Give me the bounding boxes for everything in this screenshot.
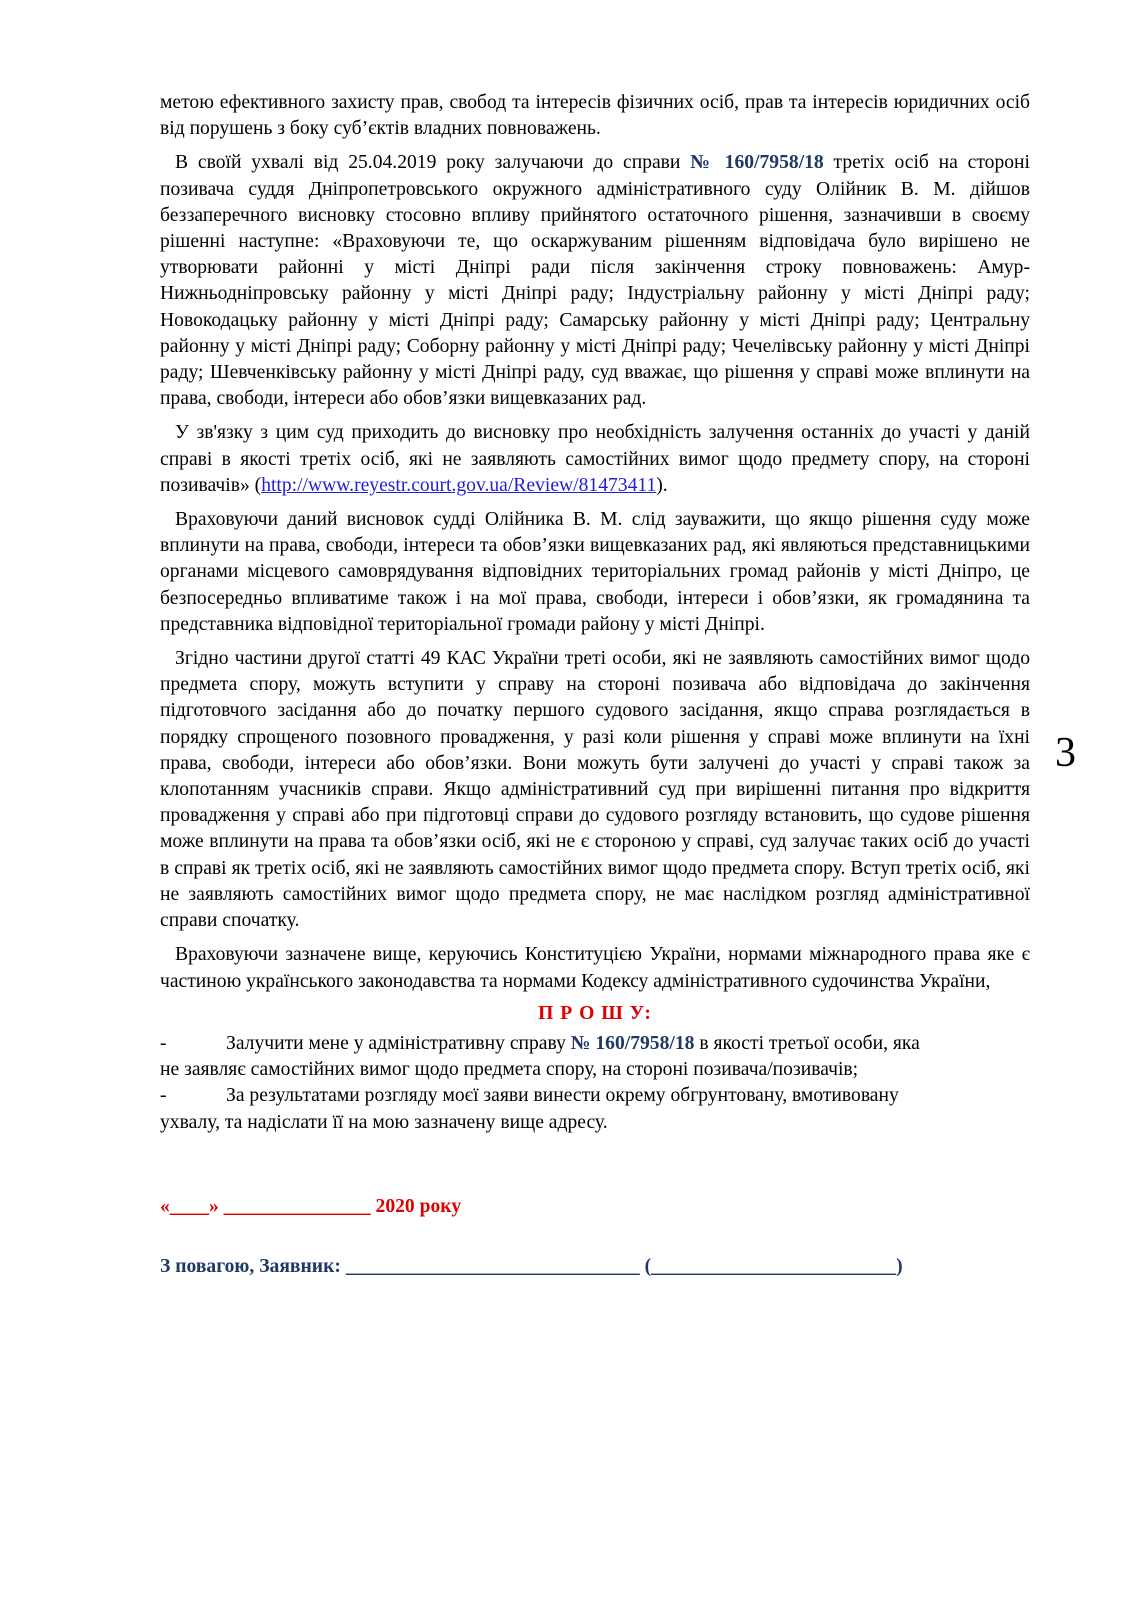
request-item-1-rest: не заявляє самостійних вимог щодо предмета спору, на стороні позивача/позивачів; — [160, 1059, 859, 1081]
request-item-1 — [160, 1031, 1030, 1083]
date-line: «____» _______________ 2020 року — [160, 1195, 462, 1217]
paragraph-4: Враховуючи даний висновок судді Олійника В. М. слід зауважити, що якщо рішення суду може вплинути на права, свободи, інтереси та обов’язки вищевказаних рад, які являються представницькими органами місцевого самоврядування відповідних територіальних громад районів у місті Дніпро, це безпосередньо впливатиме також і на мої права, свободи, інтереси і обов’язки, як громадянина та представника відповідної територіальної громади району у місті Дніпрі. — [160, 509, 1030, 635]
paragraph-3-end: ). — [656, 474, 668, 496]
document-body — [160, 90, 1030, 1280]
paragraph-6: Враховуючи зазначене вище, керуючись Конституцією України, нормами міжнародного права яке є частиною українського законодавства та нормами Кодексу адміністративного судочинства України, — [160, 944, 1030, 992]
paragraph-2-start: В своїй ухвалі від 25.04.2019 року залучаючи до справи — [175, 152, 691, 174]
signature-label: З повагою, Заявник: — [160, 1255, 341, 1277]
case-number: № 160/7958/18 — [570, 1032, 695, 1054]
case-number: № 160/7958/18 — [690, 152, 824, 174]
request-item-2-rest: ухвалу, та надіслати її на мою зазначену вище адресу. — [160, 1111, 608, 1133]
list-dash: - — [160, 1032, 167, 1054]
request-heading: П Р О Ш У: — [538, 1002, 652, 1024]
paragraph-3 — [160, 420, 1030, 499]
paragraph-2-rest: третіх осіб на стороні позивача суддя Дніпропетровського окружного адміністративного суду Олійник В. М. дійшов беззаперечного висновку стосовно впливу прийнятого остаточного рішення, зазначивши в своєму рішенні наступне: «Враховуючи те, що оскаржуваним рішенням відповідача було вирішено не утворювати районні у місті Дніпрі ради після закінчення строку повноважень: Амур-Нижньодніпровську районну у місті Дніпрі раду; Індустріальну районну у місті Дніпрі раду; Новокодацьку районну у місті Дніпрі раду; Самарську районну у місті Дніпрі раду; Центральну районну у місті Дніпрі раду; Соборну районну у місті Дніпрі раду; Чечелівську районну у місті Дніпрі раду; Шевченківську районну у місті Дніпрі раду, суд вважає, що рішення у справі може вплинути на права, свободи, інтереси або обов’язки вищевказаних рад. — [160, 152, 1030, 410]
signature-line — [160, 1254, 1030, 1280]
registry-link[interactable]: http://www.reyestr.court.gov.ua/Review/81473411 — [261, 474, 657, 496]
list-dash: - — [160, 1085, 167, 1107]
request-item-1-line: Залучити мене у адміністративну справу № 160/7958/18 в якості третьої особи, яка — [226, 1032, 920, 1054]
paragraph-2 — [160, 150, 1030, 412]
paragraph-3-start: У зв'язку з цим суд приходить до висновку про необхідність залучення останніх до участі у даній справі в якості третіх осіб, які не заявляють самостійних вимог щодо предмету спору, на стороні позивачів» ( — [160, 422, 1030, 496]
page-number: 3 — [1055, 730, 1076, 776]
request-item-2-line: За результатами розгляду моєї заяви винести окрему обгрунтовану, вмотивовану — [226, 1085, 899, 1107]
paragraph-1: метою ефективного захисту прав, свобод та інтересів фізичних осіб, прав та інтересів юридичних осіб від порушень з боку суб’єктів владних повноважень. — [160, 92, 1030, 140]
request-item-2 — [160, 1083, 1030, 1135]
signature-blank: ______________________________ (_________________________) — [340, 1255, 903, 1277]
paragraph-5: Згідно частини другої статті 49 КАС України треті особи, які не заявляють самостійних вимог щодо предмета спору, можуть вступити у справу на стороні позивача або відповідача до закінчення підготовчого засідання або до початку першого судового засідання, якщо справа розглядається в порядку спрощеного позовного провадження, у разі коли рішення у справі може вплинути на їхні права, свободи, інтереси або обов’язки. Вони можуть бути залучені до участі у справі також за клопотанням учасників справи. Якщо адміністративний суд при вирішенні питання про відкриття провадження у справі або при підготовці справи до судового розгляду встановить, що судове рішення може вплинути на права та обов’язки осіб, які не є стороною у справі, суд залучає таких осіб до участі в справі як третіх осіб, які не заявляють самостійних вимог щодо предмета спору. Вступ третіх осіб, які не заявляють самостійних вимог щодо предмета спору, не має наслідком розгляд адміністративної справи спочатку. — [160, 648, 1030, 932]
